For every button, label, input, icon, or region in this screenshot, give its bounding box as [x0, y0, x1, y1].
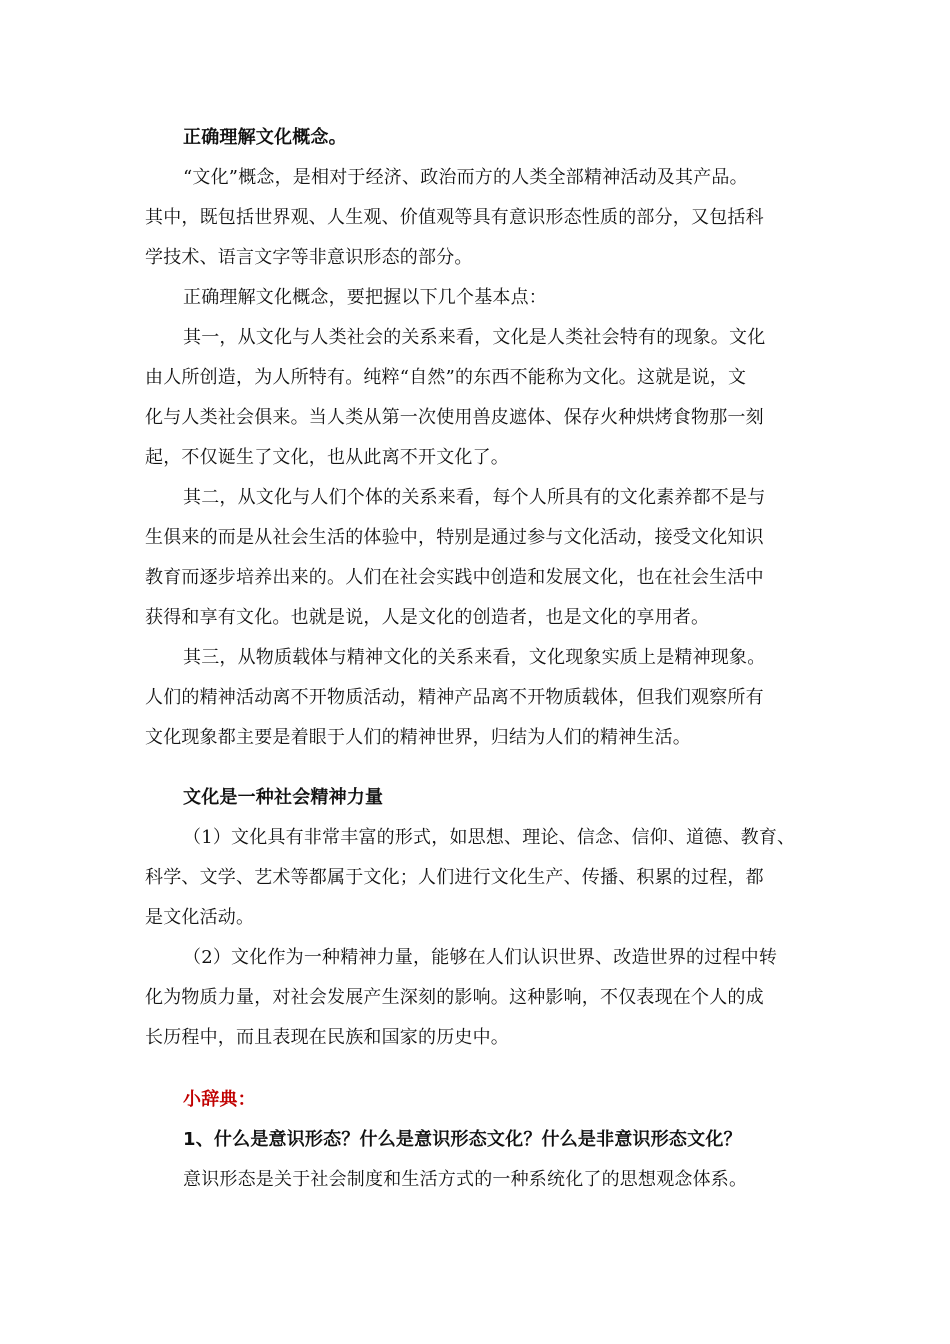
- paragraph-line: （1）文化具有非常丰富的形式，如思想、理论、信念、信仰、道德、教育、: [183, 827, 796, 848]
- paragraph-point-two: [145, 478, 805, 638]
- document-body: [145, 118, 805, 1200]
- section-spacer: [145, 758, 805, 778]
- paragraph-point-one: [145, 318, 805, 478]
- section-heading-culture-concept: 正确理解文化概念。: [183, 127, 347, 148]
- paragraph-line: 教育而逐步培养出来的。人们在社会实践中创造和发展文化，也在社会生活中: [145, 567, 764, 588]
- section-spacer: [145, 1058, 805, 1080]
- paragraph-culture-influence: [145, 938, 805, 1058]
- paragraph-line: 由人所创造，为人所特有。纯粹“自然”的东西不能称为文化。这就是说，文: [145, 367, 747, 388]
- paragraph-line: 其三，从物质载体与精神文化的关系来看，文化现象实质上是精神现象。: [183, 647, 766, 668]
- paragraph-culture-definition: [145, 158, 805, 278]
- glossary-answer: 意识形态是关于社会制度和生活方式的一种系统化了的思想观念体系。: [183, 1169, 748, 1190]
- paragraph-line: 获得和享有文化。也就是说，人是文化的创造者，也是文化的享用者。: [145, 607, 710, 628]
- glossary-heading: 小辞典：: [183, 1089, 256, 1110]
- paragraph-line: （2）文化作为一种精神力量，能够在人们认识世界、改造世界的过程中转: [183, 947, 778, 968]
- paragraph-culture-forms: [145, 818, 805, 938]
- paragraph-line: “文化”概念，是相对于经济、政治而方的人类全部精神活动及其产品。: [183, 167, 748, 188]
- paragraph-line: 起，不仅诞生了文化，也从此离不开文化了。: [145, 447, 509, 468]
- paragraph-line: 生俱来的而是从社会生活的体验中，特别是通过参与文化活动，接受文化知识: [145, 527, 764, 548]
- paragraph-basic-points-intro: [145, 278, 805, 318]
- glossary-question: 1、什么是意识形态？什么是意识形态文化？什么是非意识形态文化？: [183, 1129, 742, 1150]
- paragraph-line: 化为物质力量，对社会发展产生深刻的影响。这种影响，不仅表现在个人的成: [145, 987, 764, 1008]
- paragraph-line: 正确理解文化概念，要把握以下几个基本点：: [183, 287, 547, 308]
- paragraph-line: 其二，从文化与人们个体的关系来看，每个人所具有的文化素养都不是与: [183, 487, 766, 508]
- paragraph-line: 科学、文学、艺术等都属于文化；人们进行文化生产、传播、积累的过程，都: [145, 867, 764, 888]
- paragraph-line: 学技术、语言文字等非意识形态的部分。: [145, 247, 473, 268]
- paragraph-point-three: [145, 638, 805, 758]
- paragraph-line: 化与人类社会俱来。当人类从第一次使用兽皮遮体、保存火种烘烤食物那一刻: [145, 407, 764, 428]
- paragraph-line: 其中，既包括世界观、人生观、价值观等具有意识形态性质的部分，又包括科: [145, 207, 764, 228]
- paragraph-line: 人们的精神活动离不开物质活动，精神产品离不开物质载体，但我们观察所有: [145, 687, 764, 708]
- paragraph-line: 其一，从文化与人类社会的关系来看，文化是人类社会特有的现象。文化: [183, 327, 766, 348]
- paragraph-line: 文化现象都主要是着眼于人们的精神世界，归结为人们的精神生活。: [145, 727, 691, 748]
- paragraph-line: 是文化活动。: [145, 907, 255, 928]
- section-heading-spiritual-force: 文化是一种社会精神力量: [183, 787, 384, 808]
- paragraph-line: 长历程中，而且表现在民族和国家的历史中。: [145, 1027, 509, 1048]
